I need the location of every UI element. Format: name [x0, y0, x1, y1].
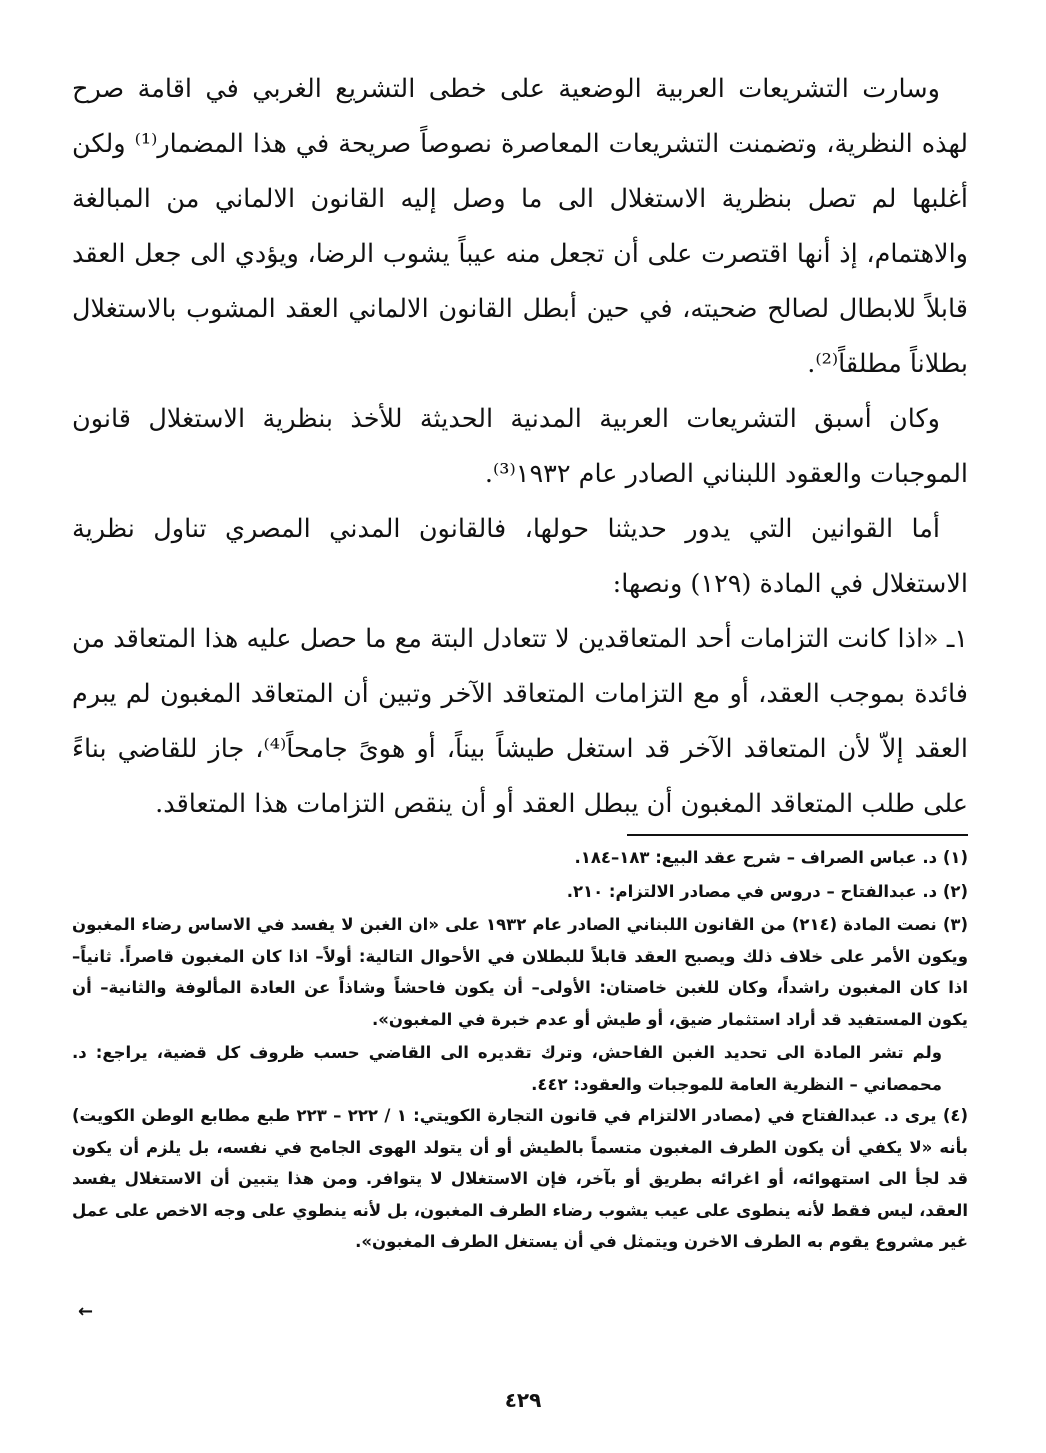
footnote-3: (٣) نصت المادة (٢١٤) من القانون اللبناني الصادر عام ١٩٣٢ على «ان الغبن لا يفسد في الاساس رضاء المغبون ويكون الأمر على خلاف ذلك ويصبح العقد قابلاً للبطلان في الأحوال التالية: أولاً– اذا كان المغبون قاصراً. ثانياً– اذا كان المغبون راشداً، وكان للغبن خاصتان: الأولى– أن يكون فاحشاً وشاذاً عن العادة المألوفة والثانية– أن يكون المستفيد قد أراد استثمار ضيق، أو طيش أو عدم خبرة في المغبون».	[72, 915, 969, 1029]
footnote-4: (٤) يرى د. عبدالفتاح في (مصادر الالتزام في قانون التجارة الكويتي: ١ / ٢٢٢ – ٢٢٣ طبع مطابع الوطن الكويت) بأنه «لا يكفي أن يكون الطرف المغبون متسماً بالطيش أو أن يتولد الهوى الجامح في نفسه، بل يلزم أن يكون قد لجأ الى استهوائه، أو اغرائه بطريق أو بآخر، فإن الاستغلال لا يتوافر. ومن هذا يتبين أن الاستغلال يفسد العقد، ليس فقط لأنه ينطوى على عيب يشوب رضاء الطرف المغبون، بل لأنه ينطوي على وجه الاخص على عمل غير مشروع يقوم به الطرف الاخرن ويتمثل في أن يستغل الطرف المغبون».	[72, 1106, 968, 1251]
footnote-divider	[627, 834, 968, 836]
paragraph-egyptian-law: أما القوانين التي يدور حديثنا حولها، فالقانون المدني المصري تناول نظرية الاستغلال في المادة (١٢٩) ونصها:	[72, 514, 968, 599]
footnote-1: (١) د. عباس الصراف – شرح عقد البيع: ١٨٣–١٨٤.	[574, 848, 968, 867]
paragraph-article-quote: ١ـ «اذا كانت التزامات أحد المتعاقدين لا تتعادل البتة مع ما حصل عليه هذا المتعاقد من فائدة بموجب العقد، أو مع التزامات المتعاقد الآخر وتبين أن المتعاقد المغبون لم يبرم العقد إلاّ لأن المتعاقد الآخر قد استغل طيشاً بيناً، أو هوىً جامحاً⁽⁴⁾، جاز للقاضي بناءً على طلب المتعاقد المغبون أن يبطل العقد أو أن ينقص التزامات هذا المتعاقد.	[72, 624, 969, 819]
paragraph-legislations: وسارت التشريعات العربية الوضعية على خطى التشريع الغربي في اقامة صرح لهذه النظرية، وتضمنت التشريعات المعاصرة نصوصاً صريحة في هذا المضمار⁽¹⁾ ولكن أغلبها لم تصل بنظرية الاستغلال الى ما وصل إليه القانون الالماني من المبالغة والاهتمام، إذ أنها اقتصرت على أن تجعل منه عيباً يشوب الرضا، ويؤدي الى جعل العقد قابلاً للابطال لصالح ضحيته، في حين أبطل القانون الالماني العقد المشوب بالاستغلال بطلاناً مطلقاً⁽²⁾.	[72, 74, 969, 379]
footnote-2: (٢) د. عبدالفتاح – دروس في مصادر الالتزام: ٢١٠.	[566, 881, 968, 901]
page-number: ٤٢٩	[504, 1388, 542, 1412]
main-text	[72, 62, 968, 832]
continuation-arrow-icon: ←	[78, 1301, 94, 1322]
footnotes	[72, 842, 968, 1260]
paragraph-lebanese-law: وكان أسبق التشريعات العربية المدنية الحديثة للأخذ بنظرية الاستغلال قانون الموجبات والعقود اللبناني الصادر عام ١٩٣٢⁽³⁾.	[72, 404, 968, 489]
footnote-3-continuation: ولم تشر المادة الى تحديد الغبن الفاحش، وترك تقديره الى القاضي حسب ظروف كل قضية، يراجع: د. محمصاني – النظرية العامة للموجبات والعقود: ٤٤٢.	[72, 1043, 942, 1094]
